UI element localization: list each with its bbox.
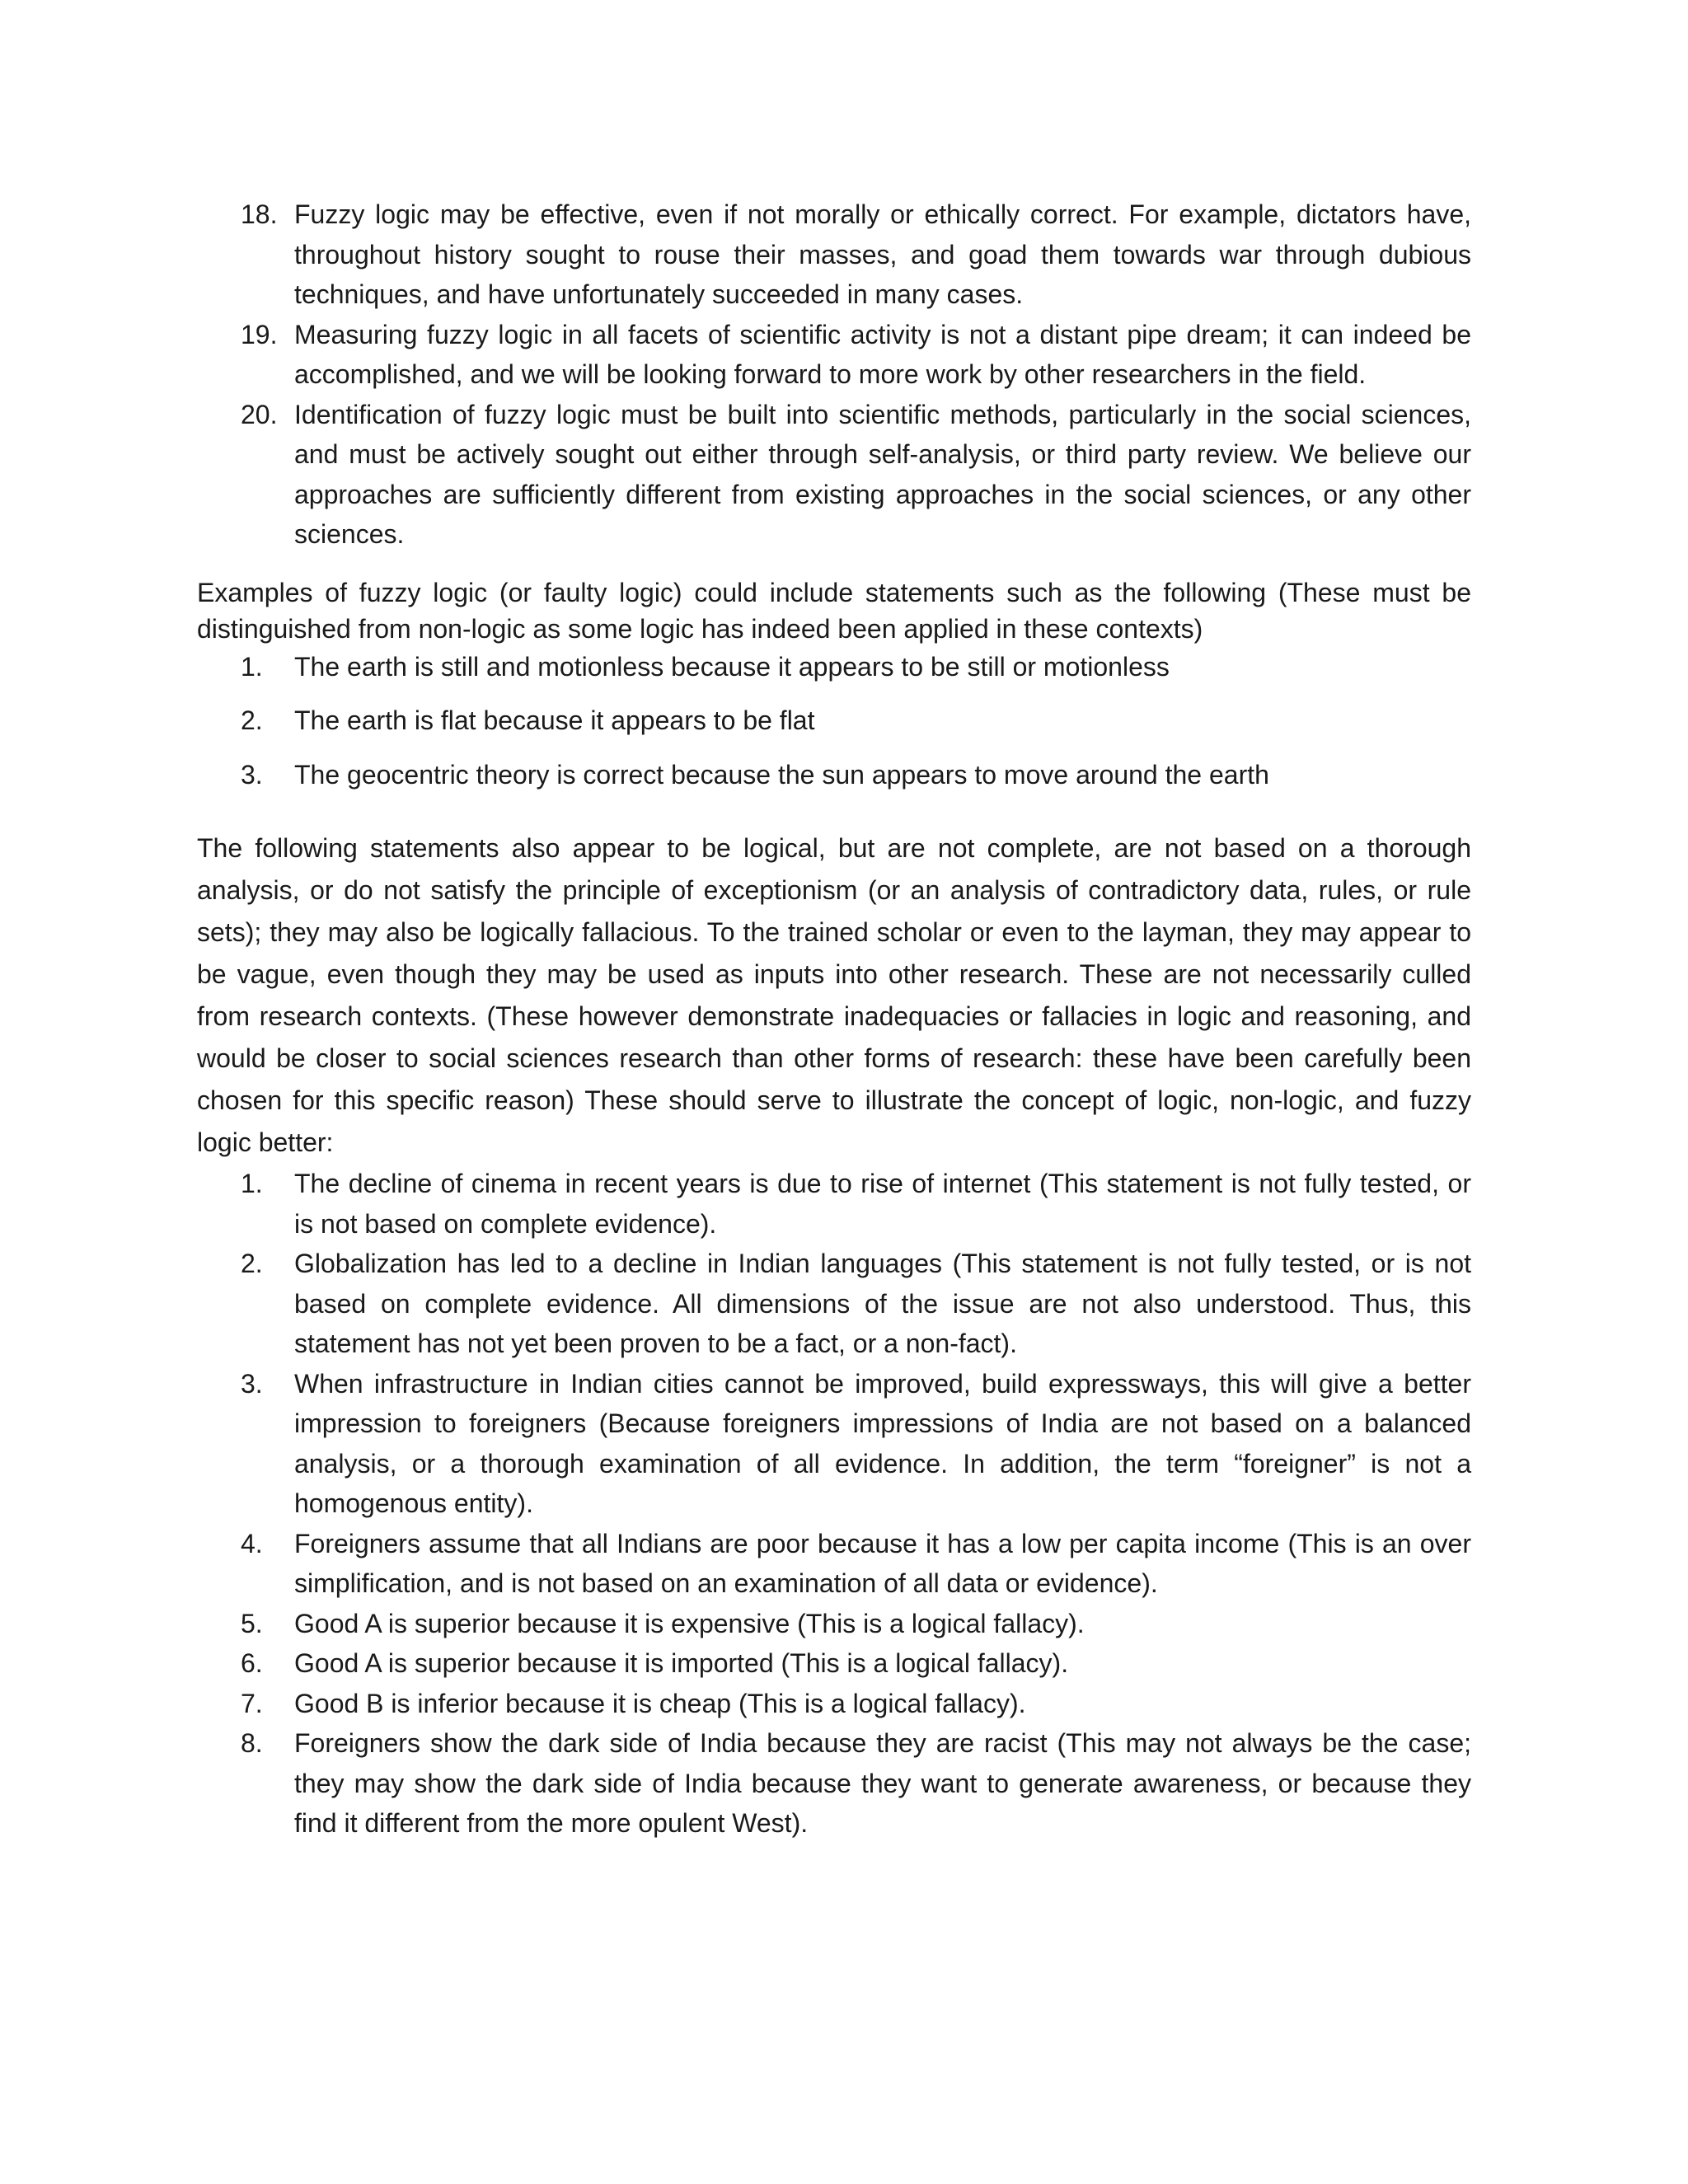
list-item [197, 395, 1471, 555]
list-item [197, 1364, 1471, 1524]
examples-list [197, 647, 1471, 795]
list-item [197, 755, 1471, 795]
list-item-number: 20. [241, 399, 278, 429]
list-item-text: Identification of fuzzy logic must be built into scientific methods, particularly in the social sciences, and must be actively sought out either through self-analysis, or third party review. We believe our approaches are sufficiently different from existing approaches in the social sciences, or any other sciences. [294, 399, 1471, 549]
list-item-text: Foreigners show the dark side of India because they are racist (This may not always be the case; they may show the dark side of India because they want to generate awareness, or because they find it different from the more opulent West). [294, 1728, 1471, 1838]
list-item [197, 701, 1471, 741]
list-item-text: The geocentric theory is correct because the sun appears to move around the earth [294, 759, 1269, 790]
document-page [197, 194, 1471, 1844]
numbered-list-continuation [197, 194, 1471, 555]
list-item [197, 647, 1471, 687]
list-item [197, 1723, 1471, 1844]
statements-intro-paragraph: The following statements also appear to be logical, but are not complete, are not based on a thorough analysis, or do not satisfy the principle of exceptionism (or an analysis of contradictory data, rules, or rule sets); they may also be logically fallacious. To the trained scholar or even to the layman, they may appear to be vague, even though they may be used as inputs into other research. These are not necessarily culled from research contexts. (These however demonstrate inadequacies or fallacies in logic and reasoning, and would be closer to social sciences research than other forms of research: these have been carefully been chosen for this specific reason) These should serve to illustrate the concept of logic, non-logic, and fuzzy logic better: [197, 833, 1471, 1157]
list-item-text: Good A is superior because it is expensive (This is a logical fallacy). [294, 1608, 1085, 1638]
list-item-text: Good B is inferior because it is cheap (This is a logical fallacy). [294, 1688, 1026, 1718]
list-item-number: 6. [241, 1648, 263, 1678]
list-item-number: 2. [241, 705, 263, 735]
list-item-number: 4. [241, 1528, 263, 1558]
list-item [197, 1604, 1471, 1644]
list-item-text: When infrastructure in Indian cities cannot be improved, build expressways, this will give a better impression to foreigners (Because foreigners impressions of India are not based on a balanced analysis, or a thorough examination of all evidence. In addition, the term “foreigner” is not a homogenous entity). [294, 1368, 1471, 1518]
list-item-number: 1. [241, 651, 263, 682]
list-item [197, 194, 1471, 315]
list-item-number: 18. [241, 199, 278, 229]
list-item-number: 19. [241, 319, 278, 349]
list-item [197, 1164, 1471, 1244]
list-item-text: The decline of cinema in recent years is due to rise of internet (This statement is not fully tested, or is not based on complete evidence). [294, 1169, 1471, 1239]
list-item-text: Foreigners assume that all Indians are poor because it has a low per capita income (This is an over simplification, and is not based on an examination of all data or evidence). [294, 1528, 1471, 1598]
list-item-text: Measuring fuzzy logic in all facets of scientific activity is not a distant pipe dream; it can indeed be accomplished, and we will be looking forward to more work by other researchers in the field. [294, 319, 1471, 389]
list-item-text: Globalization has led to a decline in Indian languages (This statement is not fully tested, or is not based on complete evidence. All dimensions of the issue are not also understood. Thus, this statement has not yet been proven to be a fact, or a non-fact). [294, 1249, 1471, 1358]
list-item [197, 1643, 1471, 1684]
list-item [197, 1244, 1471, 1364]
list-item [197, 1524, 1471, 1604]
list-item-number: 8. [241, 1728, 263, 1758]
list-item-number: 3. [241, 1368, 263, 1399]
statements-list [197, 1164, 1471, 1844]
list-item [197, 315, 1471, 395]
list-item-number: 3. [241, 759, 263, 790]
list-item-text: Fuzzy logic may be effective, even if not morally or ethically correct. For example, dictators have, throughout history sought to rouse their masses, and goad them towards war through dubious techniques, and have unfortunately succeeded in many cases. [294, 199, 1471, 309]
list-item-text: The earth is flat because it appears to be flat [294, 705, 815, 735]
list-item-number: 1. [241, 1169, 263, 1198]
examples-intro-paragraph: Examples of fuzzy logic (or faulty logic) could include statements such as the following (These must be distinguished from non-logic as some logic has indeed been applied in these contexts) [197, 577, 1471, 644]
list-item-text: The earth is still and motionless because it appears to be still or motionless [294, 651, 1170, 682]
list-item [197, 1684, 1471, 1724]
list-item-number: 7. [241, 1688, 263, 1718]
list-item-number: 5. [241, 1608, 263, 1638]
list-item-number: 2. [241, 1249, 263, 1278]
list-item-text: Good A is superior because it is imported (This is a logical fallacy). [294, 1648, 1069, 1678]
